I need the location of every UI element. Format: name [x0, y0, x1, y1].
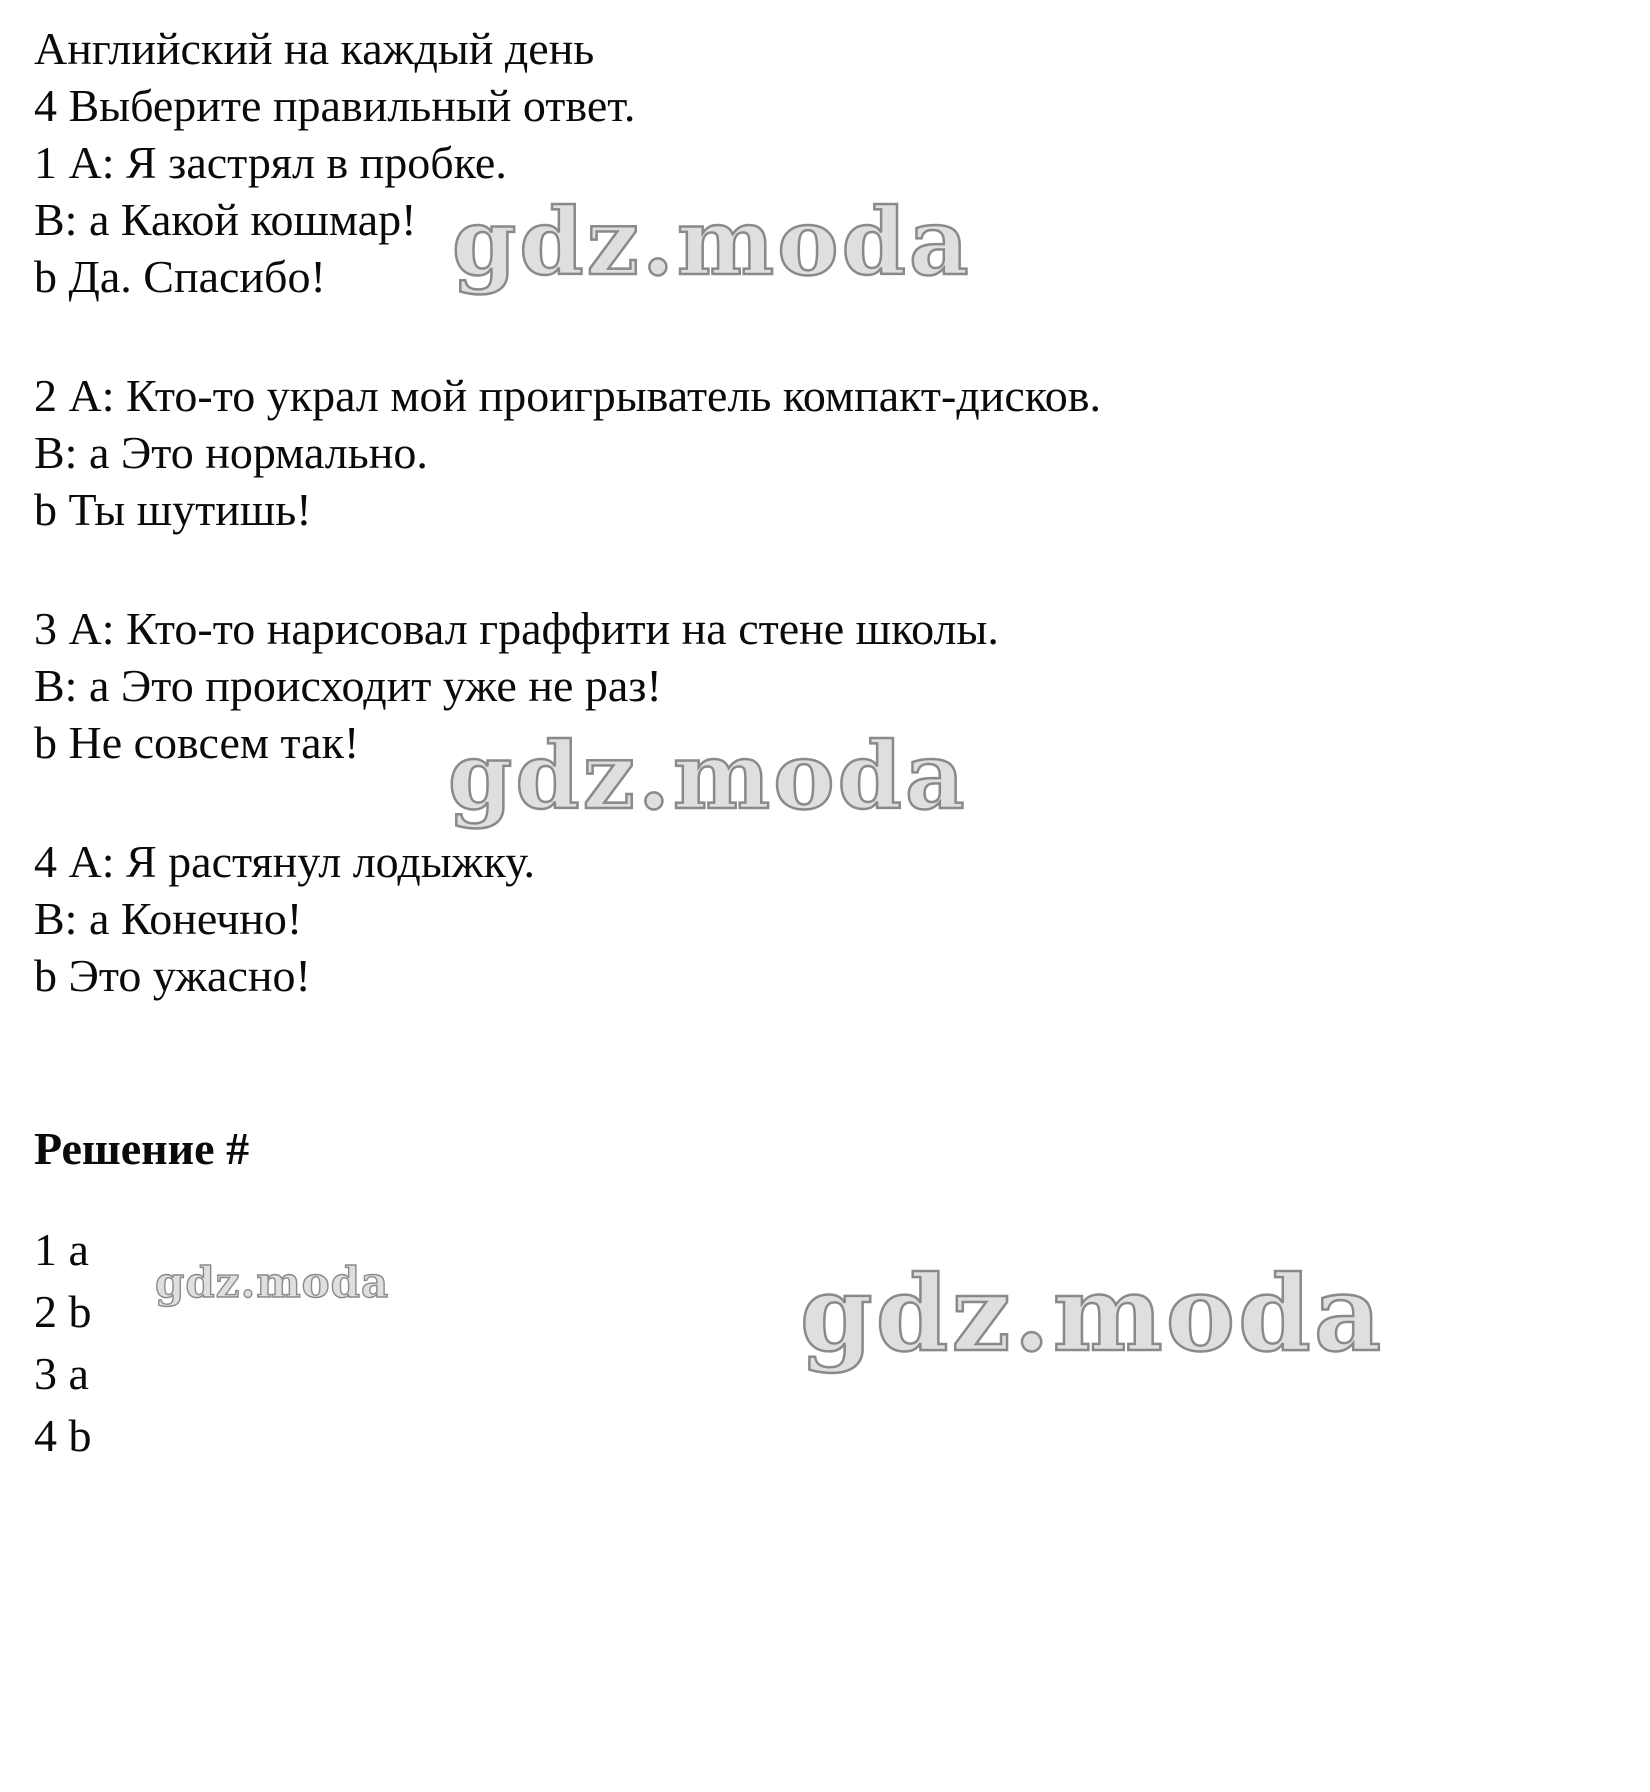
dialogue-line-a: 3 А: Кто-то нарисовал граффити на стене школы.	[34, 603, 999, 654]
dialogue-option-a: В: а Это нормально.	[34, 427, 428, 478]
dialogue-option-a: В: а Конечно!	[34, 893, 303, 944]
watermark-gdz-moda: gdz.moda	[800, 1252, 1385, 1375]
dialogue-option-a: В: а Это происходит уже не раз!	[34, 660, 662, 711]
dialogue-option-b: b Ты шутишь!	[34, 484, 312, 535]
dialogue-option-a: В: а Какой кошмар!	[34, 194, 417, 245]
answer-line-2: 2 b	[34, 1286, 92, 1337]
document-content	[34, 20, 1620, 1467]
watermark-gdz-moda: gdz.moda	[155, 1258, 390, 1307]
dialogue-option-b: b Да. Спасибо!	[34, 251, 326, 302]
answer-line-3: 3 a	[34, 1348, 89, 1399]
dialogue-block-3	[34, 600, 1620, 771]
dialogue-block-2	[34, 367, 1620, 538]
answer-line-1: 1 a	[34, 1224, 89, 1275]
doc-title: Английский на каждый день	[34, 23, 595, 74]
watermark-gdz-moda: gdz.moda	[448, 722, 968, 830]
dialogue-block-4	[34, 833, 1620, 1004]
watermark-gdz-moda: gdz.moda	[452, 188, 972, 296]
dialogue-line-a: 1 А: Я застрял в пробке.	[34, 137, 507, 188]
dialogue-option-b: b Не совсем так!	[34, 717, 360, 768]
dialogue-option-b: b Это ужасно!	[34, 950, 311, 1001]
answer-line-4: 4 b	[34, 1410, 92, 1461]
dialogue-block-1	[34, 134, 1620, 305]
dialogue-line-a: 4 А: Я растянул лодыжку.	[34, 836, 536, 887]
answers-list	[34, 1219, 1620, 1467]
solution-heading: Решение #	[34, 1123, 250, 1174]
dialogue-line-a: 2 А: Кто-то украл мой проигрыватель компакт-дисков.	[34, 370, 1102, 421]
task-instruction: 4 Выберите правильный ответ.	[34, 80, 636, 131]
